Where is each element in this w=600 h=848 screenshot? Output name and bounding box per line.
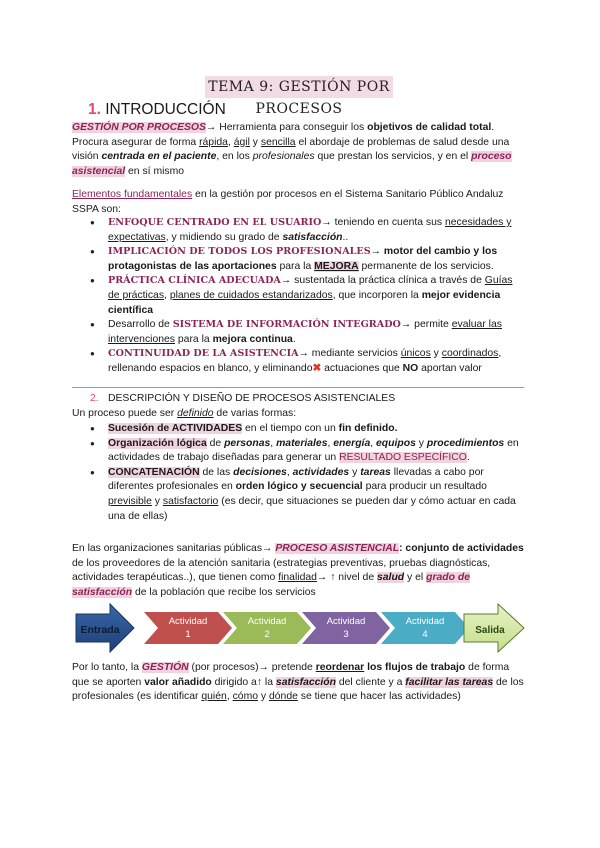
activity-4-number: 4 bbox=[422, 629, 428, 640]
intro-paragraph: GESTIÓN POR PROCESOS→ Herramienta para conseguir los objetivos de calidad total. Procura asegurar de forma rápida, ágil y sencilla el abordaje de problemas de salud desde una visión centrada en el paciente, en los profesionales que prestan los servicios, y en el proceso asistencial en sí mismo bbox=[72, 122, 512, 177]
cross-mark-icon: ✖ bbox=[312, 362, 322, 374]
list-item: ● ENFOQUE CENTRADO EN EL USUARIO→ teniendo en cuenta sus necesidades y expectativas, y midiendo su grado de satisfacción.. bbox=[90, 216, 524, 245]
text: aportan valor bbox=[418, 362, 482, 374]
section-1-number: 1. bbox=[88, 101, 101, 118]
text: se tiene que hacer las actividades) bbox=[297, 691, 461, 703]
entrada-label: Entrada bbox=[80, 624, 120, 636]
text: evaluar las intervenciones bbox=[108, 319, 502, 345]
text: en actividades de trabajo diseñadas para generar un bbox=[108, 437, 519, 464]
text: que prestan los servicios, y en el bbox=[314, 151, 472, 163]
list-item bbox=[90, 422, 524, 437]
fundamentals-heading: Elementos fundamentales bbox=[72, 189, 193, 200]
text: PROCESO ASISTENCIAL bbox=[275, 543, 400, 554]
text: dónde bbox=[269, 691, 298, 703]
list-item: ● IMPLICACIÓN DE TODOS LOS PROFESIONALES→ motor del cambio y los protagonistas de las aportaciones para la MEJORA permanente de los servicios. bbox=[90, 245, 524, 274]
activity-1-number: 1 bbox=[185, 629, 191, 640]
text: tareas bbox=[360, 466, 391, 478]
text: satisfacción bbox=[282, 231, 343, 243]
text: CONTINUIDAD DE LA ASISTENCIA bbox=[108, 348, 299, 360]
text: en la gestión por procesos en el Sistema Sanitario Público Andaluz SSPA son: bbox=[72, 189, 504, 215]
text: objetivos de calidad total bbox=[367, 122, 492, 133]
text: para producir un resultado bbox=[362, 481, 487, 493]
text: SISTEMA DE INFORMACIÓN INTEGRADO bbox=[172, 319, 401, 331]
text: los flujos de trabajo bbox=[364, 662, 466, 673]
text: proceso asistencial bbox=[72, 151, 512, 177]
text: de forma que se aporten bbox=[72, 662, 510, 688]
text: nivel de bbox=[335, 572, 377, 584]
text: Por lo tanto, la bbox=[72, 662, 142, 673]
text: sustentada la práctica clínica a través de bbox=[291, 275, 485, 287]
text: NO bbox=[402, 362, 419, 374]
text: cómo bbox=[232, 691, 259, 703]
fundamentals-intro bbox=[72, 188, 524, 217]
text: llevadas a cabo por diferentes profesionales en bbox=[108, 466, 484, 493]
activity-4-label: Actividad bbox=[405, 616, 445, 627]
text: .. bbox=[342, 231, 349, 243]
process-flow-diagram bbox=[72, 602, 528, 654]
activity-2-number: 2 bbox=[264, 629, 270, 640]
text: satisfactorio bbox=[162, 495, 219, 507]
salida-label: Salida bbox=[475, 625, 505, 636]
text: salud bbox=[377, 572, 405, 584]
text: actividades bbox=[292, 466, 350, 478]
text: Herramienta para conseguir los bbox=[216, 122, 368, 133]
section-2-title: DESCRIPCIÓN Y DISEÑO DE PROCESOS ASISTENCIALES bbox=[108, 393, 396, 404]
text: , rellenando espacios en blanco, y eliminando bbox=[108, 348, 502, 374]
text: ágil bbox=[233, 136, 250, 148]
text: GESTIÓN bbox=[141, 662, 189, 673]
text: facilitar las tareas bbox=[405, 676, 494, 688]
text: equipos bbox=[376, 437, 416, 449]
list-item: ● Organización lógica de personas, materiales, energía, equipos y procedimientos en actividades de trabajo diseñadas para generar un RESULTADO ESPECÍFICO. bbox=[90, 437, 524, 466]
text: mejor evidencia científica bbox=[108, 289, 501, 316]
page-title: TEMA 9: GESTIÓN POR PROCESOS bbox=[205, 76, 393, 98]
text: orden lógico y secuencial bbox=[235, 481, 363, 493]
text: el abordaje de problemas de salud desde una visión bbox=[72, 136, 510, 163]
text: , y midiendo su grado de bbox=[165, 231, 283, 243]
text: CONCATENACIÓN bbox=[108, 466, 200, 478]
text: decisiones bbox=[233, 466, 287, 478]
text: valor añadido bbox=[144, 676, 212, 688]
text: teniendo en cuenta sus bbox=[331, 217, 445, 228]
text: únicos bbox=[400, 348, 431, 360]
text: energía bbox=[333, 437, 371, 449]
text: finalidad bbox=[278, 572, 317, 584]
text: necesidades y expectativas bbox=[108, 217, 512, 243]
list-item: ● PRÁCTICA CLÍNICA ADECUADA→ sustentada la práctica clínica a través de Guías de prácticas, planes de cuidados estandarizados, que incorporen la mejor evidencia científica bbox=[90, 274, 524, 318]
section-2-number: 2. bbox=[90, 393, 99, 404]
text: grado de satisfacción bbox=[72, 572, 470, 598]
text: de los profesionales (es identificar bbox=[72, 676, 524, 703]
text: MEJORA bbox=[314, 260, 359, 272]
text: PRÁCTICA CLÍNICA ADECUADA bbox=[108, 275, 281, 287]
text: motor del cambio bbox=[381, 246, 471, 258]
text: RESULTADO ESPECÍFICO bbox=[339, 452, 467, 464]
list-item: ● CONCATENACIÓN de las decisiones, actividades y tareas llevadas a cabo por diferentes profesionales en orden lógico y secuencial para producir un resultado previsible y satisfactorio (es decir, que situaciones se pueden dar y cómo actuar en cada una de ellas) bbox=[90, 466, 524, 524]
text: mejora continua bbox=[212, 333, 293, 345]
define-line bbox=[72, 407, 524, 422]
text: de los proveedores de la atención sanitaria (estrategias preventivas, pruebas diagnósticas, actividades terapéuticas..), que tienen como bbox=[72, 557, 491, 584]
text: reordenar bbox=[315, 662, 365, 673]
text: , que incorporen la bbox=[332, 289, 422, 301]
divider bbox=[72, 387, 524, 388]
activity-3-number: 3 bbox=[343, 629, 349, 640]
text: profesionales bbox=[252, 151, 315, 163]
arrow: → bbox=[205, 122, 217, 133]
text: previsible bbox=[108, 495, 152, 507]
text: coordinados bbox=[441, 348, 499, 360]
text: de bbox=[206, 437, 225, 449]
text: satisfacción bbox=[275, 676, 336, 688]
text: Sucesión de ACTIVIDADES bbox=[108, 423, 243, 434]
text: , en los bbox=[216, 151, 253, 163]
text: . bbox=[292, 333, 296, 345]
section-1-title: INTRODUCCIÓN bbox=[105, 101, 226, 118]
text: definido bbox=[177, 408, 214, 419]
text: centrada en el paciente bbox=[101, 151, 217, 163]
text: y los protagonistas de las aportaciones bbox=[108, 246, 498, 272]
fundamentals-list bbox=[90, 216, 524, 377]
text: la bbox=[262, 676, 276, 688]
text: IMPLICACIÓN DE TODOS LOS PROFESIONALES bbox=[108, 246, 371, 258]
text: (por procesos) bbox=[188, 662, 259, 673]
text: en el tiempo con un bbox=[242, 423, 339, 434]
text: fin definido. bbox=[338, 423, 398, 434]
list-item: ● CONTINUIDAD DE LA ASISTENCIA→ mediante servicios únicos y coordinados, rellenando espacios en blanco, y eliminando✖ actuaciones que NO aportan valor bbox=[90, 347, 524, 376]
text: Desarrollo de bbox=[108, 319, 173, 331]
term-gestion-por-procesos: GESTIÓN POR PROCESOS bbox=[72, 122, 206, 133]
text: permite bbox=[411, 319, 452, 331]
text: del cliente y a bbox=[335, 676, 406, 688]
asistencial-paragraph: En las organizaciones sanitarias públicas→ PROCESO ASISTENCIAL: conjunto de actividades de los proveedores de la atención sanitaria (estrategias preventivas, pruebas diagnósticas, actividades terapéuticas..), que tienen como finalidad→ ↑ nivel de salud y el grado de satisfacción de la población que recibe los servicios bbox=[72, 543, 524, 598]
text: actuaciones que bbox=[321, 362, 403, 374]
text: pretende bbox=[268, 662, 316, 673]
text: planes de cuidados estandarizados bbox=[169, 289, 333, 301]
text: para la bbox=[175, 333, 213, 345]
text: para la bbox=[276, 260, 315, 272]
activity-1-label: Actividad bbox=[168, 616, 208, 627]
text: sencilla bbox=[260, 136, 296, 148]
text: en sí mismo bbox=[125, 165, 185, 177]
text: . bbox=[466, 452, 470, 464]
activity-3-label: Actividad bbox=[326, 616, 366, 627]
conclusion-paragraph: Por lo tanto, la GESTIÓN (por procesos)→ pretende reordenar los flujos de trabajo de forma que se aporten valor añadido dirigido a↑ la satisfacción del cliente y a facilitar las tareas de los profesionales (es identificar quién, cómo y dónde se tiene que hacer las actividades) bbox=[72, 662, 524, 703]
text: rápida bbox=[199, 136, 228, 148]
text: permanente de los servicios. bbox=[358, 260, 494, 272]
section-2-heading bbox=[90, 392, 395, 407]
forms-list bbox=[90, 422, 524, 524]
text: de varias formas: bbox=[213, 408, 297, 419]
text: (es decir, que situaciones se pueden dar y cómo actuar en cada una de ellas) bbox=[108, 495, 516, 522]
text: Guías de prácticas bbox=[108, 275, 513, 301]
text: personas bbox=[224, 437, 271, 449]
text: . Procura asegurar de forma bbox=[72, 122, 495, 148]
text: ENFOQUE CENTRADO EN EL USUARIO bbox=[108, 217, 322, 228]
text: mediante servicios bbox=[308, 348, 401, 360]
text: de las bbox=[199, 466, 234, 478]
text: : conjunto de actividades bbox=[399, 543, 524, 554]
text: materiales bbox=[276, 437, 328, 449]
list-item: ● Desarrollo de SISTEMA DE INFORMACIÓN INTEGRADO→ permite evaluar las intervenciones para la mejora continua. bbox=[90, 318, 524, 347]
text: En las organizaciones sanitarias públicas bbox=[72, 543, 263, 554]
activity-2-label: Actividad bbox=[247, 616, 287, 627]
text: Un proceso puede ser bbox=[72, 408, 178, 419]
text: y el bbox=[404, 572, 427, 584]
text: Organización lógica bbox=[108, 437, 207, 449]
text: quién bbox=[201, 691, 227, 703]
section-1-heading bbox=[88, 100, 226, 120]
text: dirigido a bbox=[211, 676, 257, 688]
text: procedimientos bbox=[426, 437, 505, 449]
text: de la población que recibe los servicios bbox=[132, 586, 316, 598]
